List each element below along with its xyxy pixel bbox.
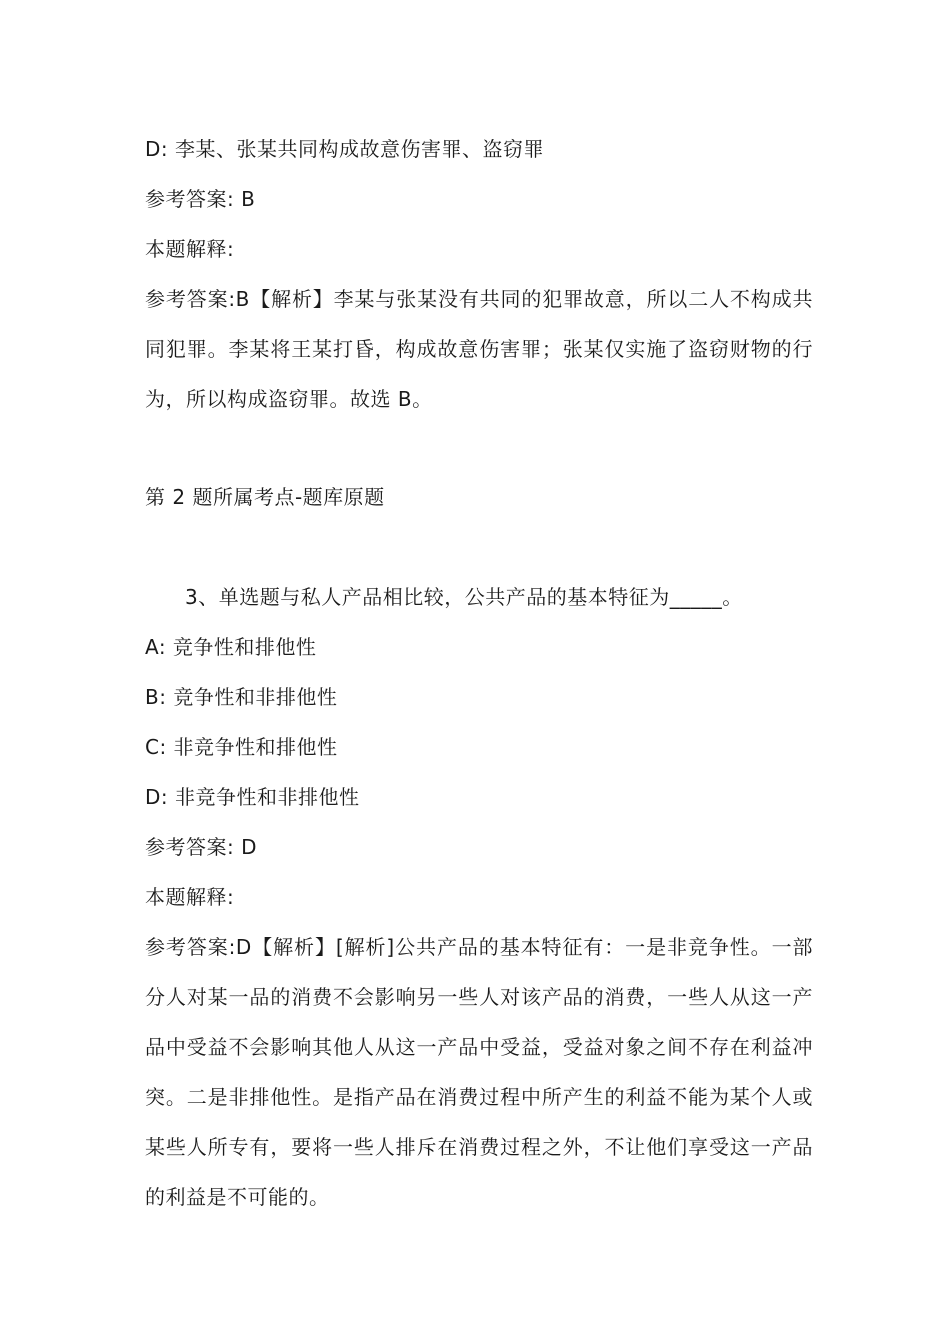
q2-explain-label: 本题解释: bbox=[145, 237, 235, 261]
q3-explanation: 参考答案:D【解析】[解析]公共产品的基本特征有：一是非竞争性。一部分人对某一品的消费不会影响另一些人对该产品的消费，一些人从这一产品中受益不会影响其他人从这一产品中受益，受益对象之间不存在利益冲突。二是非排他性。是指产品在消费过程中所产生的利益不能为某个人或某些人所专有，要将一些人排斥在消费过程之外，不让他们享受这一产品的利益是不可能的。 bbox=[145, 935, 813, 1209]
q3-explain-label: 本题解释: bbox=[145, 885, 235, 909]
q3-option-c: C: 非竞争性和排他性 bbox=[145, 735, 338, 759]
q3-option-a: A: 竞争性和排他性 bbox=[145, 635, 317, 659]
q3-question: 3、单选题与私人产品相比较，公共产品的基本特征为_____。 bbox=[185, 585, 743, 609]
q3-option-b: B: 竞争性和非排他性 bbox=[145, 685, 338, 709]
q2-topic: 第 2 题所属考点-题库原题 bbox=[145, 485, 385, 509]
q3-answer: 参考答案: D bbox=[145, 835, 257, 859]
q2-explanation: 参考答案:B【解析】李某与张某没有共同的犯罪故意，所以二人不构成共同犯罪。李某将王某打昏，构成故意伤害罪；张某仅实施了盗窃财物的行为，所以构成盗窃罪。故选 B。 bbox=[145, 287, 813, 411]
q2-option-d: D: 李某、张某共同构成故意伤害罪、盗窃罪 bbox=[145, 137, 544, 161]
q3-option-d: D: 非竞争性和非排他性 bbox=[145, 785, 360, 809]
q2-answer: 参考答案: B bbox=[145, 187, 256, 211]
